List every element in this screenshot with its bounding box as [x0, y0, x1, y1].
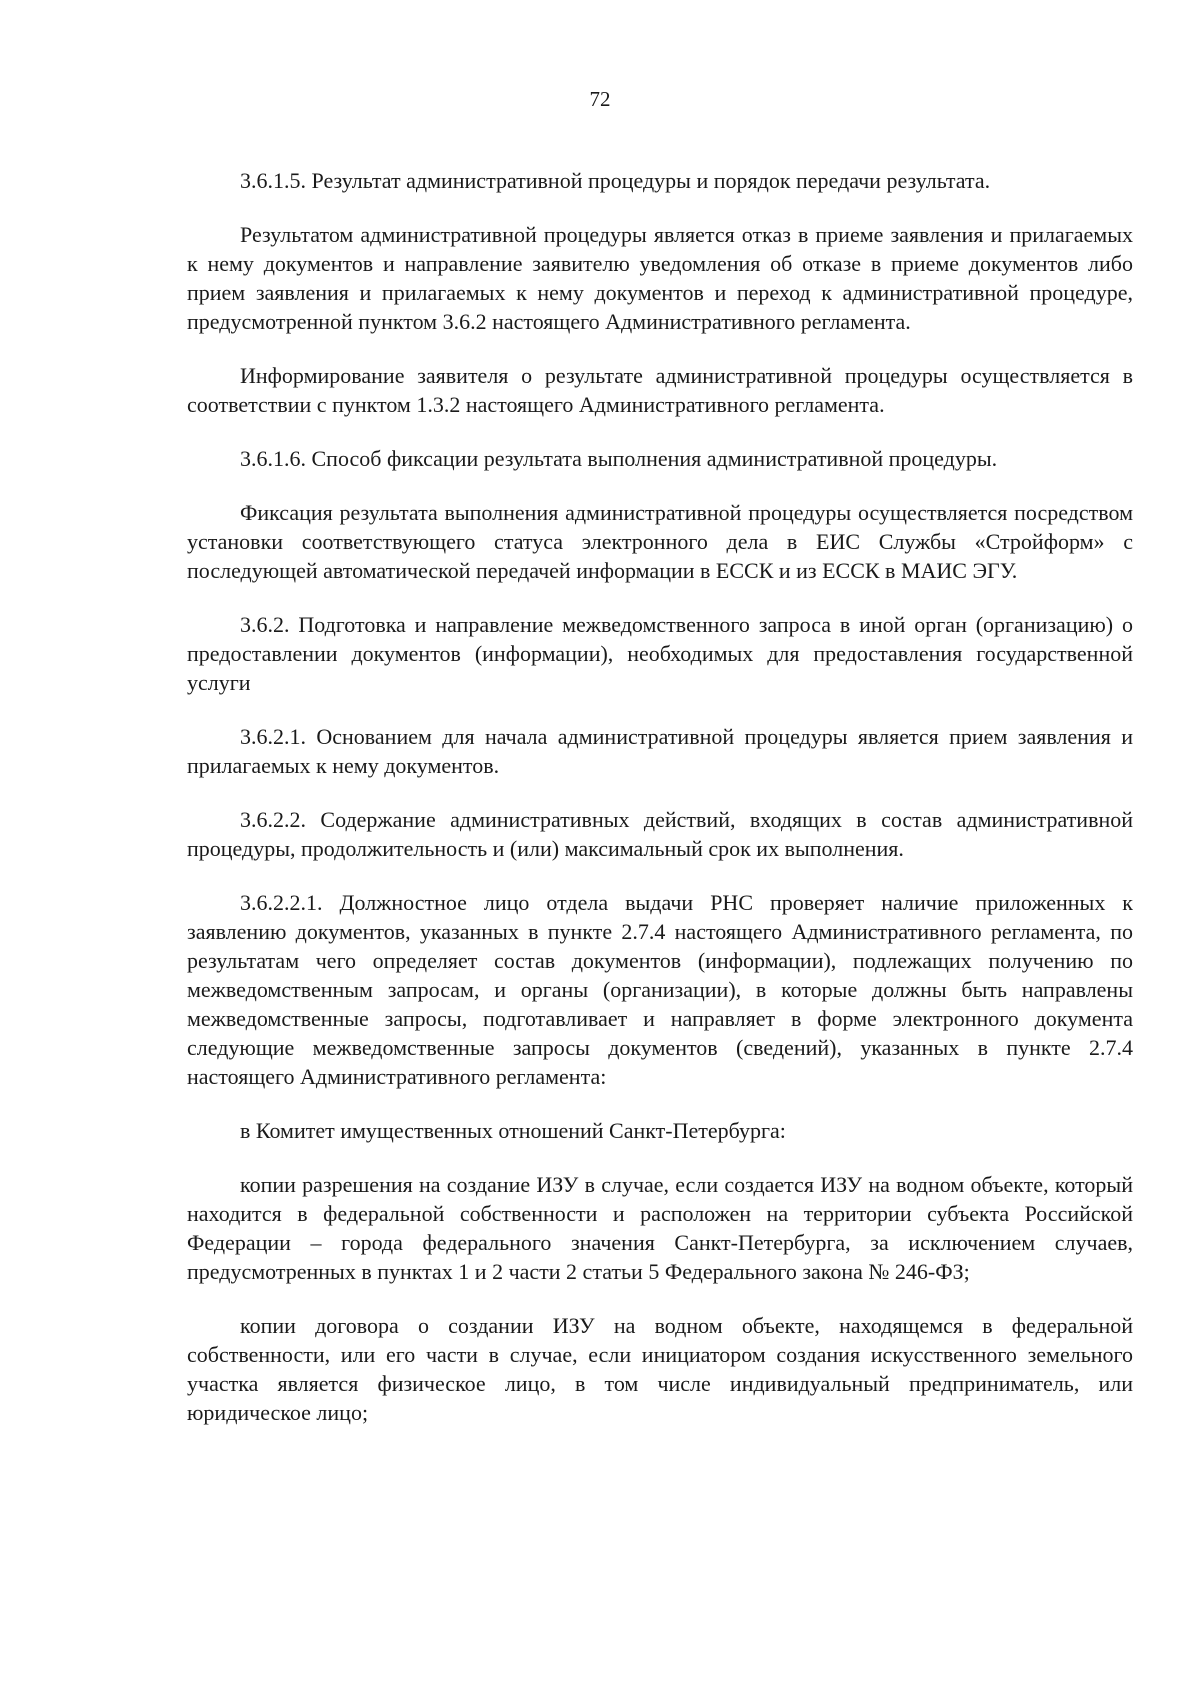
paragraph-contract-copy: копии договора о создании ИЗУ на водном объекте, находящемся в федеральной собственности, или его части в случае, если инициатором создания искусственного земельного участка является физическое лицо, в том числе индивидуальный предприниматель, или юридическое лицо;: [187, 1313, 1133, 1425]
paragraph-3-6-1-5-heading: 3.6.1.5. Результат административной процедуры и порядок передачи результата.: [240, 168, 991, 193]
paragraph-3-6-2-2: 3.6.2.2. Содержание административных действий, входящих в состав административной процедуры, продолжительность и (или) максимальный срок их выполнения.: [187, 807, 1133, 861]
paragraph-3-6-2-1: 3.6.2.1. Основанием для начала административной процедуры является прием заявления и прилагаемых к нему документов.: [187, 724, 1133, 778]
paragraph-fixation-method: Фиксация результата выполнения административной процедуры осуществляется посредством установки соответствующего статуса электронного дела в ЕИС Службы «Стройформ» с последующей автоматической передачей информации в ЕССК и из ЕССК в МАИС ЭГУ.: [187, 500, 1133, 583]
page-number: 72: [589, 87, 611, 111]
paragraph-informing-applicant: Информирование заявителя о результате административной процедуры осуществляется в соответствии с пунктом 1.3.2 настоящего Административного регламента.: [187, 363, 1133, 417]
paragraph-3-6-2-2-1: 3.6.2.2.1. Должностное лицо отдела выдачи РНС проверяет наличие приложенных к заявлению документов, указанных в пункте 2.7.4 настоящего Административного регламента, по результатам чего определяет состав документов (информации), подлежащих получению по межведомственным запросам, и органы (организации), в которые должны быть направлены межведомственные запросы, подготавливает и направляет в форме электронного документа следующие межведомственные запросы документов (сведений), указанных в пункте 2.7.4 настоящего Административного регламента:: [187, 890, 1133, 1089]
document-body: [187, 166, 1133, 1452]
paragraph-permit-copy: копии разрешения на создание ИЗУ в случае, если создается ИЗУ на водном объекте, который находится в федеральной собственности и расположен на территории субъекта Российской Федерации – города федерального значения Санкт-Петербурга, за исключением случаев, предусмотренных в пунктах 1 и 2 части 2 статьи 5 Федерального закона № 246-ФЗ;: [187, 1172, 1133, 1284]
paragraph-result-description: Результатом административной процедуры является отказ в приеме заявления и прилагаемых к нему документов и направление заявителю уведомления об отказе в приеме документов либо прием заявления и прилагаемых к нему документов и переход к административной процедуре, предусмотренной пунктом 3.6.2 настоящего Административного регламента.: [187, 222, 1133, 334]
paragraph-committee: в Комитет имущественных отношений Санкт-Петербурга:: [240, 1118, 786, 1143]
paragraph-3-6-1-6-heading: 3.6.1.6. Способ фиксации результата выполнения административной процедуры.: [240, 446, 998, 471]
paragraph-3-6-2-heading: 3.6.2. Подготовка и направление межведомственного запроса в иной орган (организацию) о предоставлении документов (информации), необходимых для предоставления государственной услуги: [187, 612, 1133, 695]
